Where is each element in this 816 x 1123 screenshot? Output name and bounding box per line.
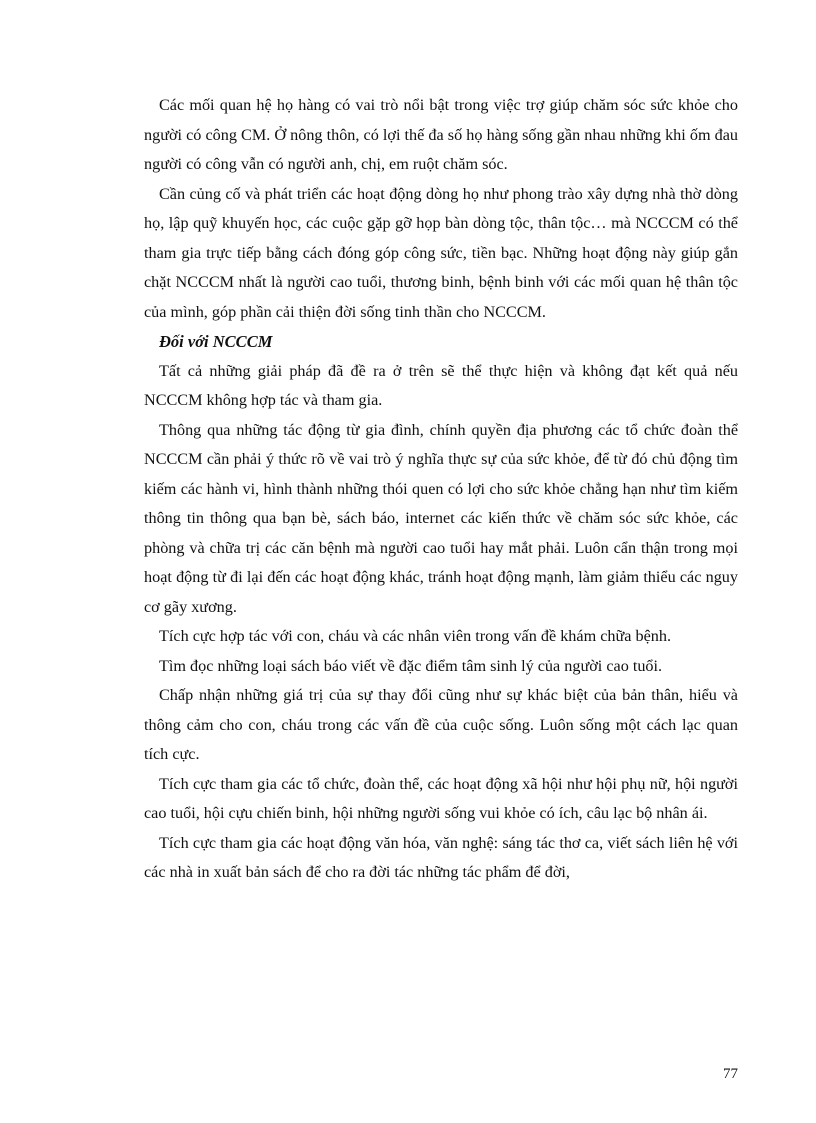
page-number: 77 [723,1066,738,1082]
paragraph: Các mối quan hệ họ hàng có vai trò nổi bật trong việc trợ giúp chăm sóc sức khỏe cho người có công CM. Ở nông thôn, có lợi thế đa số họ hàng sống gần nhau những khi ốm đau người có công vẫn có người anh, chị, em ruột chăm sóc. [144,96,738,173]
paragraph: Cần củng cố và phát triển các hoạt động dòng họ như phong trào xây dựng nhà thờ dòng họ, lập quỹ khuyến học, các cuộc gặp gỡ họp bàn dòng tộc, thân tộc… mà NCCCM có thể tham gia trực tiếp bằng cách đóng góp công sức, tiền bạc. Những hoạt động này giúp gắn chặt NCCCM nhất là người cao tuổi, thương binh, bệnh binh với các mối quan hệ thân tộc của mình, góp phần cải thiện đời sống tinh thần cho NCCCM. [144,184,738,321]
paragraph: Tích cực tham gia các hoạt động văn hóa, văn nghệ: sáng tác thơ ca, viết sách liên hệ với các nhà in xuất bản sách để cho ra đời tác những tác phẩm để đời, [144,833,738,881]
paragraph: Tích cực tham gia các tổ chức, đoàn thể, các hoạt động xã hội như hội phụ nữ, hội người cao tuổi, hội cựu chiến binh, hội những người sống vui khỏe có ích, câu lạc bộ nhân ái. [144,774,738,822]
paragraph: Tìm đọc những loại sách báo viết về đặc điểm tâm sinh lý của người cao tuổi. [159,656,663,675]
paragraph: Tất cả những giải pháp đã đề ra ở trên sẽ thể thực hiện và không đạt kết quả nếu NCCCM không hợp tác và tham gia. [144,361,738,409]
paragraph: Tích cực hợp tác với con, cháu và các nhân viên trong vấn đề khám chữa bệnh. [159,627,672,645]
section-heading: Đối với NCCCM [159,332,273,351]
document-body [144,91,738,888]
paragraph: Thông qua những tác động từ gia đình, chính quyền địa phương các tổ chức đoàn thể NCCCM cần phải ý thức rõ về vai trò ý nghĩa thực sự của sức khỏe, để từ đó chủ động tìm kiếm các hành vi, hình thành những thói quen có lợi cho sức khỏe chẳng hạn như tìm kiếm thông tin thông qua bạn bè, sách báo, internet các kiến thức về chăm sóc sức khỏe, các phòng và chữa trị các căn bệnh mà người cao tuổi hay mắt phải. Luôn cẩn thận trong mọi hoạt động từ đi lại đến các hoạt động khác, tránh hoạt động mạnh, làm giảm thiểu các nguy cơ gãy xương. [144,420,738,616]
paragraph: Chấp nhận những giá trị của sự thay đổi cũng như sự khác biệt của bản thân, hiểu và thông cảm cho con, cháu trong các vấn đề của cuộc sống. Luôn sống một cách lạc quan tích cực. [144,686,738,763]
